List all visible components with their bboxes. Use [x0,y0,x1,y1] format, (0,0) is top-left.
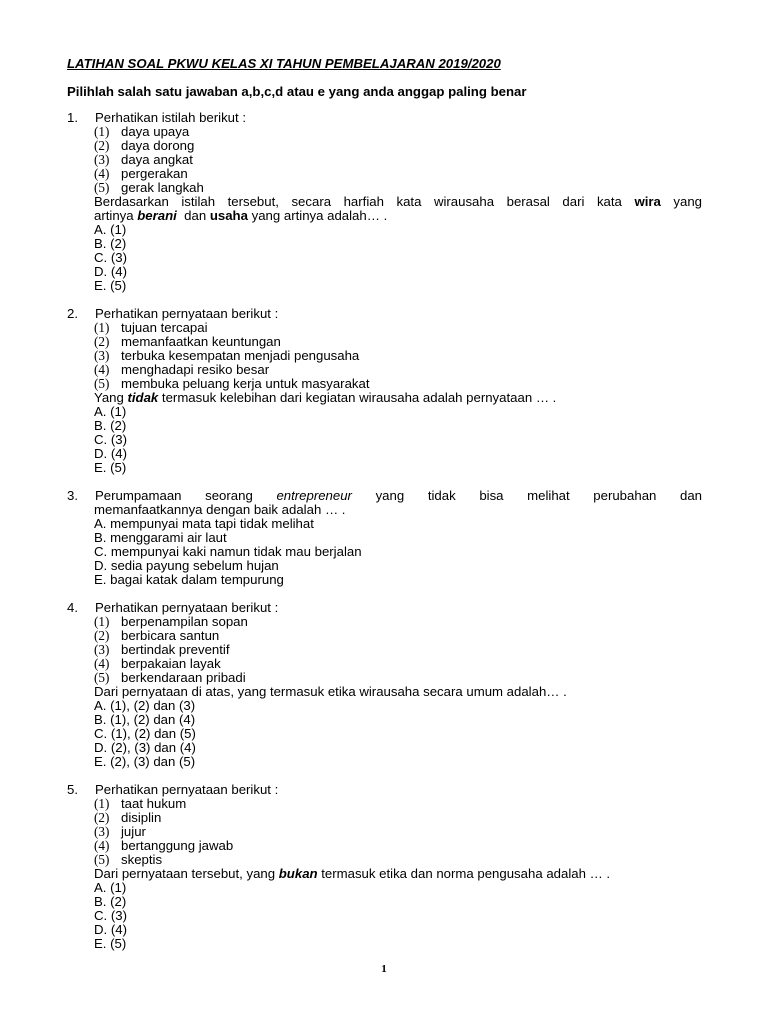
list-item: (3) daya angkat [94,152,193,167]
answer-option: E. (5) [94,460,127,475]
question-number: 4. [67,600,78,615]
question-1 [67,111,702,293]
question-stem: Perhatikan istilah berikut : [95,110,246,125]
question-text: Perumpamaan seorang entrepreneur yang tidak bisa melihat perubahan dan [95,488,702,503]
question-3 [67,489,702,587]
question-number: 2. [67,306,78,321]
answer-option: C. mempunyai kaki namun tidak mau berjalan [94,544,362,559]
question-stem: Perhatikan pernyataan berikut : [95,306,279,321]
list-item: (5) gerak langkah [94,180,204,195]
statement-list [67,321,702,475]
question-stem: Perhatikan pernyataan berikut : [95,782,279,797]
answer-option: A. mempunyai mata tapi tidak melihat [94,516,314,531]
list-item: (5) skeptis [94,852,163,867]
list-item: (5) berkendaraan pribadi [94,670,246,685]
answer-option: D. (4) [94,922,127,937]
answer-option: C. (1), (2) dan (5) [94,726,196,741]
list-item: (3) jujur [94,824,146,839]
question-number: 3. [67,488,78,503]
answer-option: B. menggarami air laut [94,530,227,545]
question-2 [67,307,702,475]
question-number: 5. [67,782,78,797]
question-text: Dari pernyataan tersebut, yang bukan termasuk etika dan norma pengusaha adalah … . [94,866,611,881]
instruction: Pilihlah salah satu jawaban a,b,c,d atau e yang anda anggap paling benar [67,84,527,99]
page-number: 1 [381,963,387,975]
list-item: (2) memanfaatkan keuntungan [94,334,281,349]
answer-option: B. (2) [94,418,127,433]
question-5 [67,783,702,951]
list-item: (5) membuka peluang kerja untuk masyarakat [94,376,370,391]
list-item: (3) terbuka kesempatan menjadi pengusaha [94,348,360,363]
question-text: Yang tidak termasuk kelebihan dari kegiatan wirausaha adalah pernyataan … . [94,390,557,405]
answer-option: D. (4) [94,446,127,461]
answer-option: B. (2) [94,894,127,909]
list-item: (4) pergerakan [94,166,188,181]
answer-option: C. (3) [94,432,127,447]
statement-list [67,125,702,293]
answer-option: C. (3) [94,250,127,265]
answer-option: A. (1) [94,404,127,419]
answer-option: B. (2) [94,236,127,251]
list-item: (2) daya dorong [94,138,195,153]
answer-option: C. (3) [94,908,127,923]
list-item: (1) daya upaya [94,124,190,139]
answer-option: B. (1), (2) dan (4) [94,712,196,727]
question-4 [67,601,702,769]
list-item: (3) bertindak preventif [94,642,230,657]
question-stem: Perhatikan pernyataan berikut : [95,600,279,615]
question-number: 1. [67,110,78,125]
answer-option: E. bagai katak dalam tempurung [94,572,284,587]
list-item: (2) berbicara santun [94,628,220,643]
question-text-cont: memanfaatkannya dengan baik adalah … . [94,502,346,517]
answer-option: A. (1) [94,222,127,237]
answer-option: E. (5) [94,278,127,293]
document-page [67,57,702,965]
answer-option: A. (1), (2) dan (3) [94,698,196,713]
answer-option: D. (2), (3) dan (4) [94,740,196,755]
list-item: (1) tujuan tercapai [94,320,208,335]
question-text-cont: artinya berani dan usaha yang artinya adalah… . [94,208,388,223]
question-text: Berdasarkan istilah tersebut, secara harfiah kata wirausaha berasal dari kata wira yang [94,194,702,209]
list-item: (1) taat hukum [94,796,187,811]
answer-option: D. (4) [94,264,127,279]
question-text: Dari pernyataan di atas, yang termasuk etika wirausaha secara umum adalah… . [94,684,567,699]
document-title: LATIHAN SOAL PKWU KELAS XI TAHUN PEMBELAJARAN 2019/2020 [67,56,501,71]
statement-list [67,615,702,769]
list-item: (1) berpenampilan sopan [94,614,248,629]
list-item: (4) bertanggung jawab [94,838,234,853]
answer-option: E. (5) [94,936,127,951]
list-item: (4) menghadapi resiko besar [94,362,270,377]
statement-list [67,797,702,951]
answer-option: A. (1) [94,880,127,895]
list-item: (4) berpakaian layak [94,656,221,671]
list-item: (2) disiplin [94,810,162,825]
answer-option: D. sedia payung sebelum hujan [94,558,279,573]
answer-option: E. (2), (3) dan (5) [94,754,196,769]
